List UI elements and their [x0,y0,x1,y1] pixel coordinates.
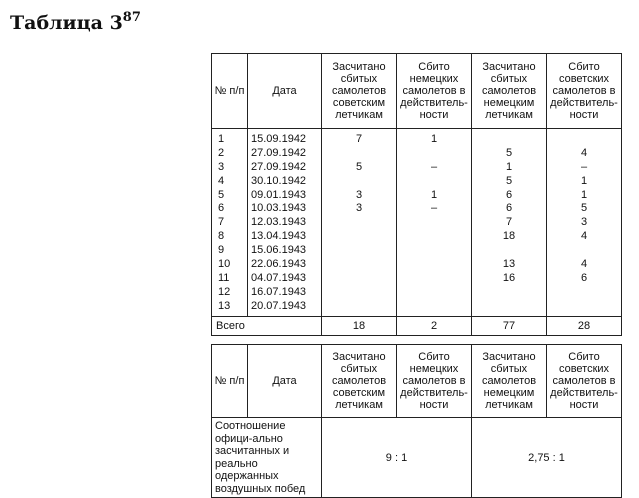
header-credited-soviet: Засчитано сбитых самолетов советским летчикам [322,345,397,418]
ratio-german: 2,75 : 1 [472,418,622,498]
row-date: 27.09.1942 [251,146,307,159]
header-date: Дата [248,54,322,129]
col-number [212,129,248,317]
row-date: 30.10.1942 [251,174,307,187]
col-credited-german [472,129,547,317]
row-number: 7 [218,216,225,229]
row-actual-german-losses: – [430,202,438,215]
row-actual-soviet-losses: 4 [580,230,588,243]
row-credited-german: 13 [502,258,516,271]
row-credited-german [472,286,546,300]
row-number: 12 [218,285,231,298]
row-credited-german [472,300,546,314]
ratio-table [211,344,622,498]
row-credited-soviet: 3 [355,202,363,215]
row-credited-soviet [322,230,396,244]
row-date: 16.07.1943 [251,285,307,298]
row-credited-german: 6 [505,188,513,201]
row-actual-german-losses [397,244,471,258]
row-actual-german-losses: 1 [430,133,438,145]
row-credited-german: 5 [505,146,513,159]
row-number: 2 [218,146,225,159]
row-credited-german: 6 [505,202,513,215]
row-actual-soviet-losses: 5 [580,202,588,215]
row-date: 27.09.1942 [251,160,307,173]
row-credited-soviet [322,175,396,189]
row-date: 09.01.1943 [251,188,307,201]
table-title: Таблица $3^{87}$ [10,10,141,34]
col-actual-soviet-losses [547,129,622,317]
total-credited-soviet: 18 [322,316,397,335]
row-actual-soviet-losses: 1 [580,188,588,201]
row-credited-german [472,133,546,147]
header-actual-soviet-losses: Сбито советских самолетов в действитель-ности [547,54,622,129]
row-date: 12.03.1943 [251,216,307,229]
row-date: 15.09.1942 [251,133,307,145]
row-number: 4 [218,174,225,187]
row-actual-german-losses [397,216,471,230]
row-date: 13.04.1943 [251,230,307,243]
row-number: 1 [218,133,225,145]
row-actual-german-losses [397,258,471,272]
row-actual-german-losses [397,272,471,286]
row-credited-german [472,244,546,258]
header-number: № п/п [212,345,248,418]
row-date: 22.06.1943 [251,258,307,271]
ratio-label: Соотношение офици-ально засчитанных и реально одержанных воздушных побед [212,418,322,498]
row-actual-german-losses [397,300,471,314]
row-actual-soviet-losses [547,244,621,258]
row-number: 6 [218,202,225,215]
row-credited-german: 1 [505,160,513,173]
total-actual-german-losses: 2 [397,316,472,335]
row-number: 9 [218,244,225,257]
row-credited-german: 7 [505,216,513,229]
header-date: Дата [248,345,322,418]
row-actual-soviet-losses: 3 [580,216,588,229]
row-actual-soviet-losses [547,286,621,300]
data-rows [212,129,622,317]
row-credited-soviet [322,244,396,258]
row-credited-german: 16 [502,271,516,284]
total-actual-soviet-losses: 28 [547,316,622,335]
header-actual-soviet-losses: Сбито советских самолетов в действитель-ности [547,345,622,418]
row-actual-soviet-losses [547,300,621,314]
row-credited-soviet [322,216,396,230]
header-row [212,54,622,129]
total-row [212,316,622,335]
row-date: 10.03.1943 [251,202,307,215]
row-credited-soviet: 3 [355,188,363,201]
row-credited-soviet [322,147,396,161]
header-credited-soviet: Засчитано сбитых самолетов советским летчикам [322,54,397,129]
total-credited-german: 77 [472,316,547,335]
row-number: 3 [218,160,225,173]
row-actual-german-losses [397,147,471,161]
header-number: № п/п [212,54,248,129]
row-number: 13 [218,299,231,312]
row-actual-soviet-losses: 1 [580,174,588,187]
total-label: Всего [212,316,322,335]
col-date [248,129,322,317]
row-credited-soviet: 7 [355,133,363,145]
row-credited-soviet [322,286,396,300]
row-number: 8 [218,230,225,243]
header-actual-german-losses: Сбито немецких самолетов в действитель-ности [397,54,472,129]
col-credited-soviet [322,129,397,317]
row-date: 04.07.1943 [251,271,307,284]
col-actual-german-losses [397,129,472,317]
row-credited-soviet: 5 [355,160,363,173]
row-actual-soviet-losses [547,133,621,147]
row-actual-soviet-losses: 6 [580,271,588,284]
row-actual-soviet-losses: 4 [580,258,588,271]
row-actual-german-losses: – [430,160,438,173]
row-credited-soviet [322,272,396,286]
ratio-soviet: 9 : 1 [322,418,472,498]
row-date: 20.07.1943 [251,299,307,312]
row-actual-german-losses [397,286,471,300]
row-credited-soviet [322,258,396,272]
row-credited-soviet [322,300,396,314]
row-credited-german: 18 [502,230,516,243]
row-number: 5 [218,188,225,201]
victories-table [211,53,622,336]
header-credited-german: Засчитано сбитых самолетов немецким летчикам [472,54,547,129]
header-actual-german-losses: Сбито немецких самолетов в действитель-ности [397,345,472,418]
row-number: 11 [218,271,230,284]
ratio-row [212,418,622,498]
header-credited-german: Засчитано сбитых самолетов немецким летчикам [472,345,547,418]
row-date: 15.06.1943 [251,244,307,257]
row-actual-soviet-losses: 4 [580,146,588,159]
header-row [212,345,622,418]
footnote-ref: 87 [122,10,141,25]
row-actual-german-losses [397,175,471,189]
row-actual-soviet-losses: – [580,160,588,173]
row-actual-german-losses [397,230,471,244]
row-credited-german: 5 [505,174,513,187]
row-actual-german-losses: 1 [430,188,438,201]
row-number: 10 [218,258,231,271]
